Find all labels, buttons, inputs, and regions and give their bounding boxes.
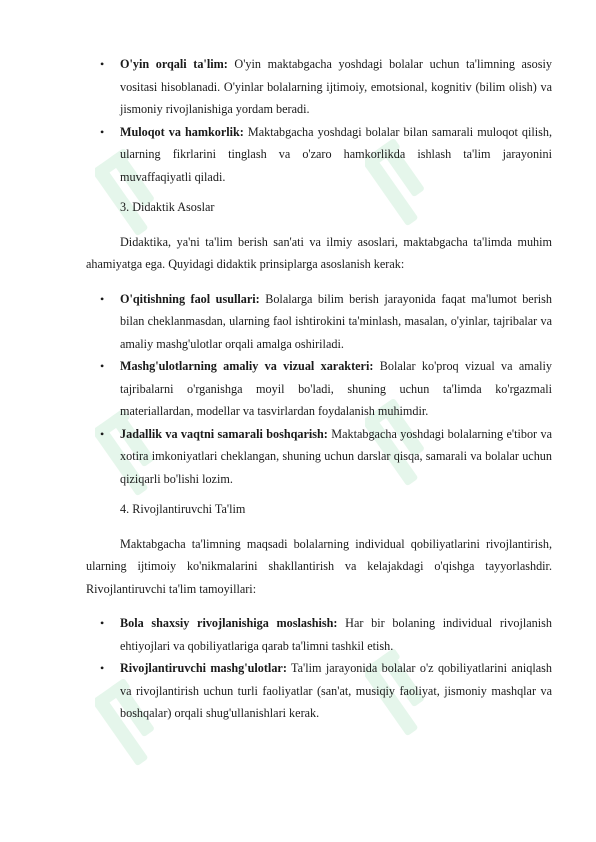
bullet-list-section3 bbox=[86, 288, 552, 491]
list-item bbox=[86, 612, 552, 657]
bullet-icon: • bbox=[100, 426, 105, 441]
section-heading-4: 4. Rivojlantiruvchi Ta'lim bbox=[120, 502, 246, 516]
document-body bbox=[86, 53, 552, 725]
paragraph-section4: Maktabgacha ta'limning maqsadi bolalarning individual qobiliyatlarini rivojlantirish, ularning ijtimoiy ko'nikmalarini shakllantirish va kelajakdagi o'qishga tayyorlashdir. Rivojlantiruvchi ta'lim tamoyillari: bbox=[86, 536, 552, 596]
bullet-icon: • bbox=[100, 661, 105, 675]
bullet-icon: • bbox=[100, 291, 105, 306]
list-item bbox=[86, 657, 552, 725]
list-item-text: Ta'lim jarayonida bolalar o'z qobiliyatlarini aniqlash va rivojlantirish uchun turli faoliyatlar (san'at, musiqiy faoliyat, jismoniy mashqlar va boshqalar) orqali shug'ullanishlari kerak. bbox=[120, 661, 552, 720]
list-item bbox=[86, 121, 552, 189]
list-item-term: Mashg'ulotlarning amaliy va vizual xarakteri: bbox=[120, 359, 374, 373]
bullet-icon: • bbox=[100, 57, 105, 71]
list-item-term: Jadallik va vaqtni samarali boshqarish: bbox=[120, 426, 328, 441]
bullet-icon: • bbox=[100, 124, 105, 139]
list-item-term: Rivojlantiruvchi mashg'ulotlar: bbox=[120, 661, 287, 675]
list-item-text: Maktabgacha yoshdagi bolalar bilan samarali muloqot qilish, ularning fikrlarini tinglash va o'zaro hamkorlikda ishlash ta'lim jarayonini muvaffaqiyatli qiladi. bbox=[120, 124, 552, 184]
list-item bbox=[86, 288, 552, 356]
bullet-list-section1 bbox=[86, 53, 552, 188]
section-heading-3: 3. Didaktik Asoslar bbox=[120, 200, 215, 214]
paragraph-section3: Didaktika, ya'ni ta'lim berish san'ati va ilmiy asoslari, maktabgacha ta'limda muhim ahamiyatga ega. Quyidagi didaktik prinsiplarga asoslanish kerak: bbox=[86, 234, 552, 271]
list-item bbox=[86, 53, 552, 121]
bullet-icon: • bbox=[100, 616, 105, 630]
list-item bbox=[86, 355, 552, 423]
list-item-term: Muloqot va hamkorlik: bbox=[120, 124, 244, 139]
list-item-text: O'yin maktabgacha yoshdagi bolalar uchun ta'limning asosiy vositasi hisoblanadi. O'yinlar bolalarning ijtimoiy, emotsional, kognitiv (bilim olish) va jismoniy rivojlanishiga yordam beradi. bbox=[120, 57, 552, 116]
list-item-text: Bolalar ko'proq vizual va amaliy tajribalarni o'rganishga moyil bo'ladi, shuning uchun ta'limda ko'rgazmali materiallardan, modellar va tasvirlardan foydalanish muhimdir. bbox=[120, 359, 553, 418]
list-item-term: Bola shaxsiy rivojlanishiga moslashish: bbox=[120, 616, 338, 630]
list-item bbox=[86, 423, 552, 491]
bullet-list-section4 bbox=[86, 612, 552, 725]
list-item-text: Bolalarga bilim berish jarayonida faqat ma'lumot berish bilan cheklanmasdan, ularning faol ishtirokini ta'minlash, masalan, o'yinlar, tajribalar va amaliy mashg'ulotlar orqali amalga oshiriladi. bbox=[120, 291, 552, 351]
list-item-term: O'qitishning faol usullari: bbox=[120, 291, 260, 306]
list-item-text: Har bir bolaning individual rivojlanish ehtiyojlari va qobiliyatlariga qarab ta'limni tashkil etish. bbox=[120, 616, 553, 653]
list-item-term: O'yin orqali ta'lim: bbox=[120, 57, 228, 71]
list-item-text: Maktabgacha yoshdagi bolalarning e'tibor va xotira imkoniyatlari cheklangan, shuning uchun darslar qisqa, samarali va bolalar uchun qiziqarli bo'lishi lozim. bbox=[120, 426, 552, 486]
bullet-icon: • bbox=[100, 359, 105, 373]
